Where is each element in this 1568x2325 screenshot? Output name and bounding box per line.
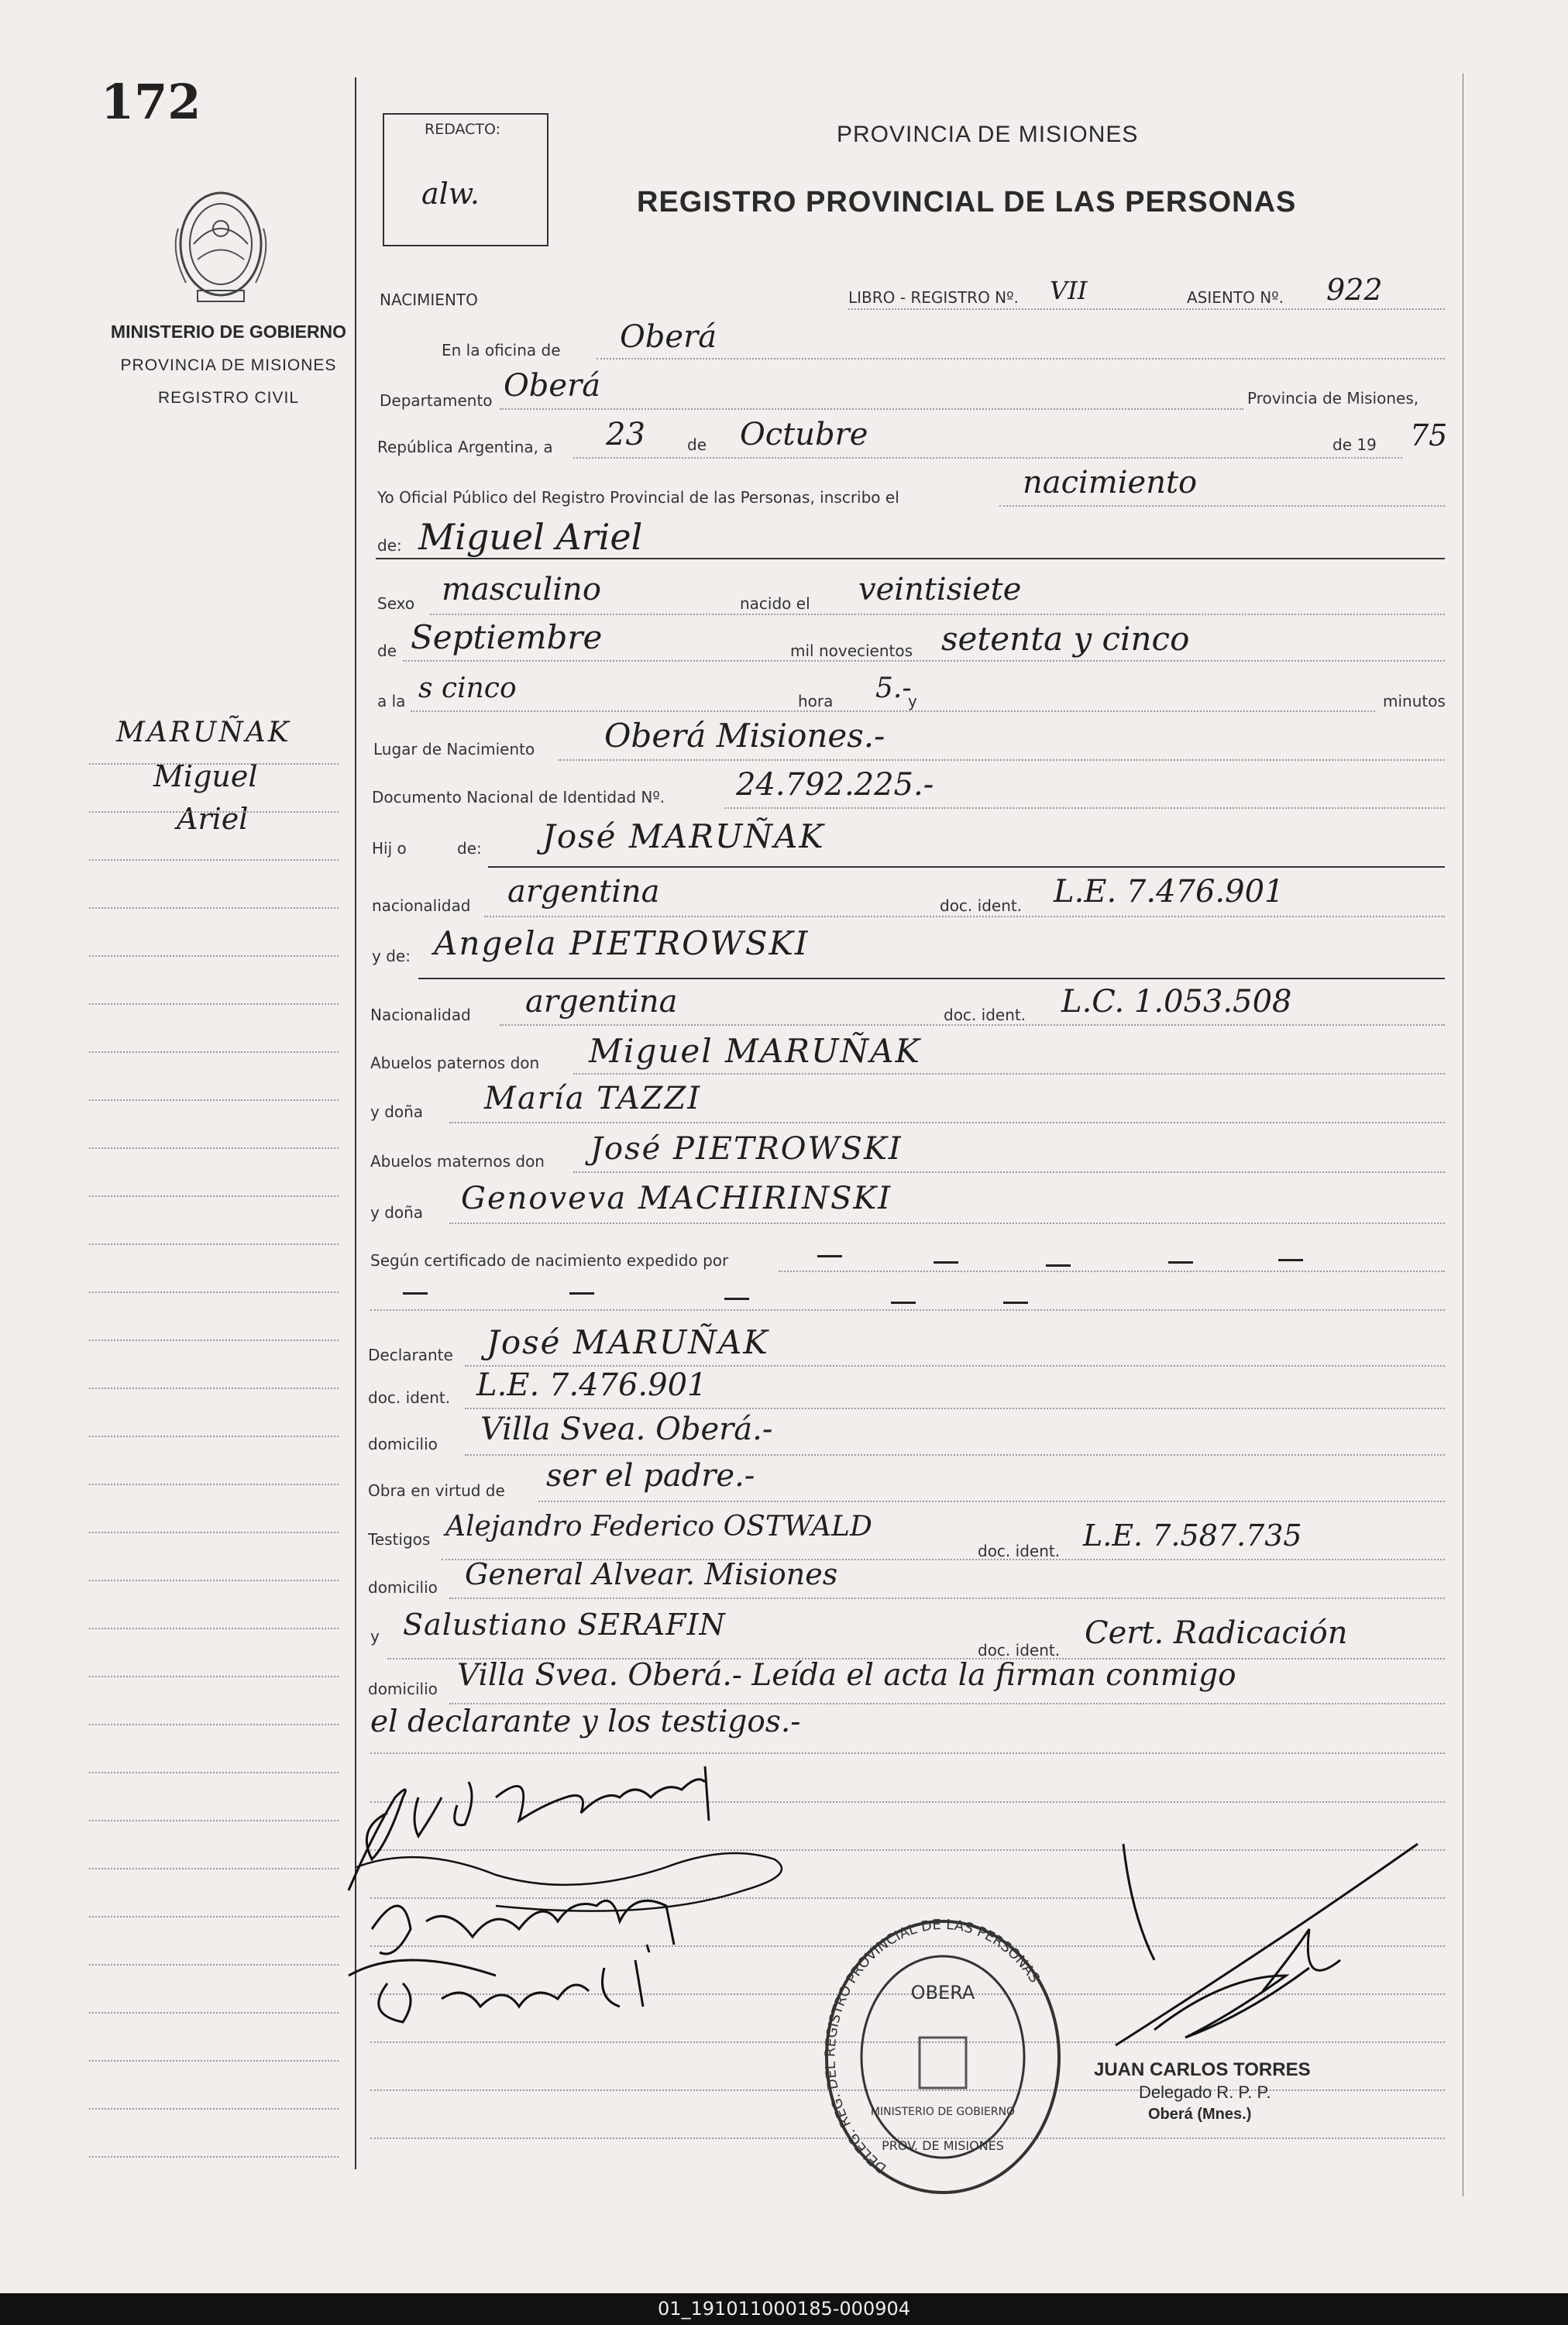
abuelo-materno: José PIETROWSKI	[590, 1131, 903, 1167]
domicilio2-label: domicilio	[368, 1578, 438, 1597]
mother-nationality: argentina	[525, 984, 678, 1020]
province-header: PROVINCIA DE MISIONES	[837, 122, 1139, 147]
mother-line	[418, 978, 1445, 979]
obra-value: ser el padre.-	[546, 1458, 755, 1494]
nacimiento-label: NACIMIENTO	[380, 291, 478, 309]
nacido-label: nacido el	[740, 594, 810, 613]
margin-rule	[89, 955, 339, 957]
sexo-label: Sexo	[377, 594, 415, 613]
declarante-value: José MARUÑAK	[487, 1323, 769, 1361]
cert-dash	[1278, 1259, 1303, 1261]
margin-rule	[89, 1436, 339, 1437]
testigo1-domicilio: General Alvear. Misiones	[465, 1557, 838, 1591]
departamento-label: Departamento	[380, 391, 493, 410]
province-label: PROVINCIA DE MISIONES	[120, 356, 337, 374]
margin-rule	[89, 1724, 339, 1725]
mother-doc-label: doc. ident.	[944, 1006, 1026, 1024]
margin-rule	[89, 1003, 339, 1005]
oficial-label: Yo Oficial Público del Registro Provincial de las Personas, inscribo el	[377, 488, 899, 507]
stamp-ring-text: DELEG. REG. DEL REGISTRO PROVINCIAL DE LAS PERSONAS	[822, 1916, 1043, 2177]
margin-rule	[89, 1772, 339, 1773]
official-title: Delegado R. P. P.	[1139, 2083, 1271, 2102]
cert-dash	[934, 1261, 958, 1264]
mes-line	[403, 660, 1445, 662]
declarante-line	[465, 1365, 1445, 1367]
decl-doc-label: doc. ident.	[368, 1388, 451, 1407]
cert-dash	[403, 1292, 428, 1295]
obra-label: Obra en virtud de	[368, 1481, 505, 1500]
margin-rule	[89, 811, 339, 813]
decl-dom-line	[465, 1454, 1445, 1456]
margin-rule	[89, 1340, 339, 1341]
official-stamp	[815, 1906, 1071, 2200]
anio-nac-value: setenta y cinco	[941, 620, 1190, 658]
hijo-label: Hij o	[372, 839, 407, 858]
abuelo-paterno: Miguel MARUÑAK	[589, 1032, 921, 1070]
redacto-box	[383, 113, 548, 246]
cert-line	[779, 1271, 1445, 1272]
margin-note-second-name: Ariel	[177, 802, 249, 836]
libro-label: LIBRO - REGISTRO Nº.	[848, 288, 1019, 307]
margin-rule	[89, 1868, 339, 1869]
dona-materna-label: y doña	[370, 1203, 424, 1222]
cert-dash	[724, 1298, 749, 1300]
testigo2-doc: Cert. Radicación	[1085, 1615, 1348, 1651]
margin-rule	[89, 1580, 339, 1581]
libro-value: VII	[1050, 276, 1088, 305]
margin-rule	[89, 1676, 339, 1677]
redacto-value: alw.	[421, 177, 480, 211]
testigo1-name: Alejandro Federico OSTWALD	[445, 1511, 872, 1543]
oficina-label: En la oficina de	[442, 341, 561, 359]
record-line	[848, 308, 1445, 310]
father-name: José MARUÑAK	[542, 817, 825, 855]
domicilio3-label: domicilio	[368, 1680, 438, 1698]
svg-text:DELEG. REG. DEL REGISTRO PROVI	[822, 1917, 1042, 2176]
registry-label: REGISTRO CIVIL	[157, 389, 300, 407]
mother-doc: L.C. 1.053.508	[1061, 984, 1292, 1020]
margin-rule	[89, 1820, 339, 1821]
inscribo-value: nacimiento	[1023, 465, 1198, 500]
de2-label: de:	[377, 536, 402, 555]
testigo1-doc-label: doc. ident.	[978, 1542, 1061, 1560]
child-name: Miguel Ariel	[418, 516, 643, 558]
testigo1-doc: L.E. 7.587.735	[1083, 1518, 1302, 1553]
margin-rule	[89, 2108, 339, 2110]
margin-rule	[89, 2060, 339, 2062]
hijo-de-label: de:	[457, 839, 482, 858]
abpat-line	[573, 1073, 1445, 1075]
margin-rule	[89, 1147, 339, 1149]
certificado-label: Según certificado de nacimiento expedido por	[370, 1251, 729, 1270]
mother-nat-line	[500, 1024, 1445, 1026]
margin-rule	[89, 1099, 339, 1101]
year-prefix: de 19	[1332, 435, 1377, 454]
official-place: Oberá (Mnes.)	[1148, 2106, 1252, 2123]
mes-nac-value: Septiembre	[411, 618, 603, 656]
cert-line-2	[370, 1309, 1445, 1311]
coat-of-arms-icon	[170, 182, 271, 314]
lugar-line	[558, 759, 1445, 761]
testigo1-dom-line	[449, 1598, 1445, 1599]
cert-dash	[1046, 1264, 1071, 1267]
margin-note-first-name: Miguel	[153, 759, 258, 793]
abuelos-paternos-label: Abuelos paternos don	[370, 1054, 540, 1072]
name-line	[376, 558, 1445, 559]
margin-rule	[89, 1628, 339, 1629]
father-doc: L.E. 7.476.901	[1054, 874, 1284, 910]
decl-doc-value: L.E. 7.476.901	[476, 1367, 707, 1403]
margin-rule	[89, 2012, 339, 2014]
margin-rule	[89, 1532, 339, 1533]
closing-line-2: el declarante y los testigos.-	[370, 1704, 801, 1739]
cert-dash	[817, 1255, 842, 1257]
y2-label: y	[370, 1627, 380, 1646]
departamento-value: Oberá	[504, 368, 601, 404]
hora-label: hora	[798, 692, 834, 710]
cert-dash	[1168, 1261, 1193, 1264]
margin-rule	[89, 1291, 339, 1293]
departamento-line	[500, 408, 1243, 410]
dni-value: 24.792.225.-	[736, 767, 934, 803]
official-name: JUAN CARLOS TORRES	[1094, 2059, 1311, 2080]
lugar-label: Lugar de Nacimiento	[373, 740, 535, 758]
father-doc-label: doc. ident.	[940, 896, 1023, 915]
abuelos-maternos-label: Abuelos maternos don	[370, 1152, 545, 1171]
testigos-label: Testigos	[368, 1530, 431, 1549]
margin-note-surname: MARUÑAK	[116, 717, 291, 748]
yde-label: y de:	[372, 947, 411, 965]
registry-title: REGISTRO PROVINCIAL DE LAS PERSONAS	[637, 186, 1297, 218]
margin-rule	[89, 763, 339, 765]
republica-label: República Argentina, a	[377, 438, 553, 456]
nacido-value: veintisiete	[858, 572, 1022, 607]
decl-doc-line	[465, 1408, 1445, 1409]
oficial-line	[999, 505, 1445, 507]
ministry-label: MINISTERIO DE GOBIERNO	[110, 322, 347, 342]
father-nat-line	[484, 916, 1445, 917]
father-line	[488, 866, 1445, 868]
redacto-label: REDACTO:	[425, 121, 501, 138]
provincia-label: Provincia de Misiones,	[1247, 389, 1419, 408]
official-signature	[1108, 1836, 1433, 2069]
cert-dash	[891, 1302, 916, 1304]
lugar-value: Oberá Misiones.-	[604, 717, 885, 755]
obra-line	[538, 1501, 1445, 1502]
de3-label: de	[377, 641, 397, 660]
dona-paterna-label: y doña	[370, 1102, 424, 1121]
testigo2-name: Salustiano SERAFIN	[403, 1608, 726, 1642]
cert-dash	[569, 1292, 594, 1295]
stamp-bottom-text: PROV. DE MISIONES	[882, 2138, 1004, 2153]
testigo2-doc-label: doc. ident.	[978, 1641, 1061, 1659]
margin-rule	[89, 2156, 339, 2158]
sexo-line	[430, 614, 1445, 615]
margin-rule	[89, 1964, 339, 1966]
ala-label: a la	[377, 692, 406, 710]
declarante-label: Declarante	[368, 1346, 453, 1364]
oficina-line	[597, 358, 1445, 359]
mil-label: mil novecientos	[790, 641, 913, 660]
month-value: Octubre	[740, 417, 868, 452]
hora-line	[411, 710, 1375, 712]
margin-rule	[89, 1388, 339, 1389]
margin-rule	[89, 1916, 339, 1917]
page-number: 172	[101, 74, 201, 130]
asiento-label: ASIENTO Nº.	[1187, 288, 1284, 307]
year-suffix: 75	[1410, 418, 1448, 452]
abuela-paterna: María TAZZI	[484, 1081, 702, 1116]
signature-block	[341, 1751, 844, 2076]
oficina-value: Oberá	[620, 319, 717, 355]
abpat-dona-line	[449, 1122, 1445, 1123]
hora-num-value: 5.-	[875, 672, 912, 704]
cert-dash	[1003, 1302, 1028, 1304]
stamp-top-text: OBERA	[910, 1982, 975, 2003]
margin-rule	[89, 1243, 339, 1245]
abmat-dona-line	[449, 1223, 1445, 1224]
margin-rule	[89, 859, 339, 861]
margin-rule	[89, 1051, 339, 1053]
date-line	[573, 457, 1402, 459]
nacionalidad2-label: Nacionalidad	[370, 1006, 471, 1024]
day-value: 23	[606, 417, 645, 452]
nacionalidad-label: nacionalidad	[372, 896, 471, 915]
y-label: y	[908, 692, 917, 710]
father-nationality: argentina	[507, 874, 660, 910]
dni-label: Documento Nacional de Identidad Nº.	[372, 788, 665, 807]
mother-name: Angela PIETROWSKI	[434, 924, 810, 962]
domicilio-label: domicilio	[368, 1435, 438, 1453]
asiento-value: 922	[1326, 273, 1383, 307]
minutos-label: minutos	[1383, 692, 1446, 710]
image-footer-id: 01_191011000185-000904	[0, 2293, 1568, 2325]
closing-line-1: Villa Svea. Oberá.- Leída el acta la firman conmigo	[457, 1658, 1236, 1693]
decl-domicilio: Villa Svea. Oberá.-	[480, 1412, 773, 1447]
sexo-value: masculino	[442, 572, 601, 607]
stamp-center-text: MINISTERIO DE GOBIERNO	[870, 2106, 1016, 2118]
hora-text-value: s cinco	[418, 672, 517, 704]
margin-rule	[89, 907, 339, 909]
de-label: de	[687, 435, 707, 454]
margin-rule	[89, 1484, 339, 1485]
margin-rule	[89, 1195, 339, 1197]
abmat-line	[573, 1171, 1445, 1173]
abuela-materna: Genoveva MACHIRINSKI	[461, 1181, 892, 1216]
dni-line	[724, 807, 1445, 809]
